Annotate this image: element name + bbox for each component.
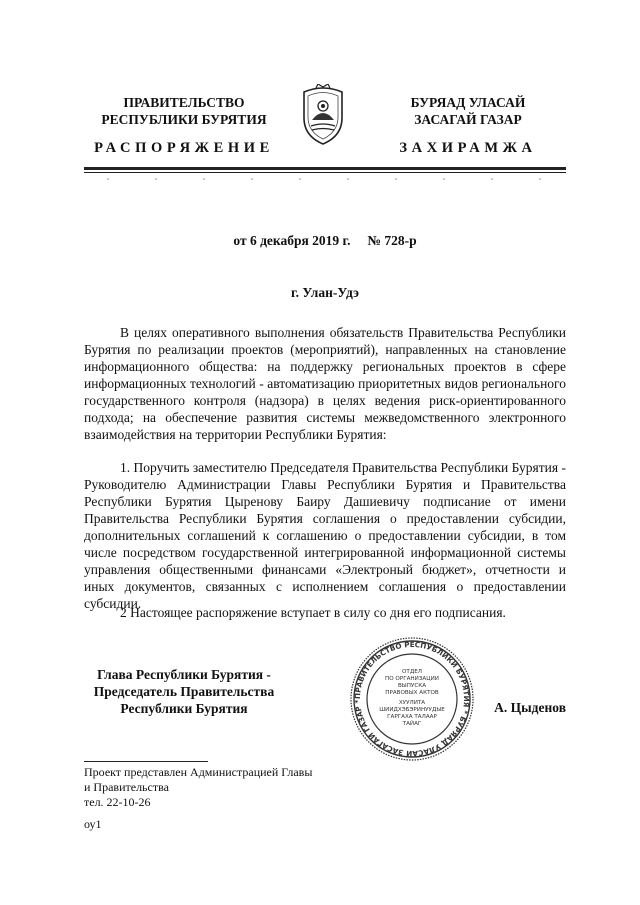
signatory-title-line3: Республики Бурятия bbox=[120, 701, 248, 716]
header-rule-thin bbox=[84, 172, 566, 173]
header-dotted-line bbox=[84, 178, 566, 180]
svg-text:ШИИДХЭБЭРИНУУДЫЕ: ШИИДХЭБЭРИНУУДЫЕ bbox=[379, 707, 445, 713]
signatory-title-line2: Председатель Правительства bbox=[93, 684, 275, 699]
doctype-bua: ЗАХИРАМЖА bbox=[399, 140, 537, 156]
date-number: от 6 декабря 2019 г. № 728-р bbox=[233, 233, 417, 248]
buryatia-coat-of-arms-icon bbox=[298, 84, 348, 146]
issuer-ru bbox=[84, 94, 284, 128]
issuer-bua bbox=[370, 94, 566, 128]
svg-text:ПРАВОВЫХ АКТОВ: ПРАВОВЫХ АКТОВ bbox=[385, 690, 439, 696]
footer-line2: и Правительства bbox=[84, 780, 169, 794]
issuer-bua-line1: БУРЯАД УЛАСАЙ bbox=[410, 95, 526, 110]
signatory-title-line1: Глава Республики Бурятия - bbox=[97, 667, 271, 682]
official-stamp bbox=[346, 636, 478, 762]
preamble-paragraph: В целях оперативного выполнения обязательств Правительства Республики Бурятия по реализации проектов (мероприятий), направленных на становление информационного общества: на поддержку региональных проектов в сфере информационных технологий - автоматизацию приоритетных видов регионального государственного контроля (надзора) в целях ведения риск-ориентированного подхода; на обеспечение развития системы межведомственного электронного взаимодействия на территории Республики Бурятия: bbox=[84, 325, 566, 442]
stamp-ring-text: ПРАВИТЕЛЬСТВО РЕСПУБЛИКИ БУРЯТИЯ * БУРЯАД УЛАСАЙ ЗАСАГАЙ ГАЗАР * bbox=[352, 639, 472, 759]
item-2-paragraph: 2 Настоящее распоряжение вступает в силу со дня его подписания. bbox=[120, 605, 506, 620]
issuer-ru-line2: РЕСПУБЛИКИ БУРЯТИЯ bbox=[101, 112, 267, 127]
svg-text:ГАРГАХА ТАЛААР: ГАРГАХА ТАЛААР bbox=[387, 714, 437, 720]
header-rule-thick bbox=[84, 167, 566, 170]
footer-rule bbox=[84, 761, 208, 762]
svg-text:ОТДЕЛ: ОТДЕЛ bbox=[402, 669, 422, 675]
issuer-ru-line1: ПРАВИТЕЛЬСТВО bbox=[123, 95, 245, 110]
svg-text:ТАЙАГ: ТАЙАГ bbox=[402, 721, 422, 727]
svg-text:ВЫПУСКА: ВЫПУСКА bbox=[397, 683, 427, 689]
item-1-paragraph: 1. Поручить заместителю Председателя Правительства Республики Бурятия - Руководителю Администрации Главы Республики Бурятия и Правительства Республики Бурятия Цыренову Баиру Дашиевичу подписание от имени Правительства Республики Бурятия соглашения о предоставлении субсидии, дополнительных соглашений к соглашению о предоставлении субсидии, в том числе посредством государственной интегрированной информационной системы управления общественными финансами «Электроный бюджет», отчетности и иных документов, связанных с исполнением соглашения о предоставлении субсидии. bbox=[84, 460, 566, 611]
issuer-bua-line2: ЗАСАГАЙ ГАЗАР bbox=[414, 112, 522, 127]
place: г. Улан-Удэ bbox=[291, 285, 359, 300]
svg-text:ПО ОРГАНИЗАЦИИ: ПО ОРГАНИЗАЦИИ bbox=[385, 676, 439, 682]
footer-code: оу1 bbox=[84, 817, 102, 831]
svg-text:ХУУЛИТА: ХУУЛИТА bbox=[398, 700, 426, 706]
signatory-title bbox=[84, 666, 284, 717]
stamp-center-text bbox=[379, 669, 445, 727]
footer-line1: Проект представлен Администрацией Главы bbox=[84, 765, 313, 779]
footer-line3: тел. 22-10-26 bbox=[84, 795, 151, 809]
footer-note bbox=[84, 765, 384, 810]
signatory-name: А. Цыденов bbox=[494, 700, 566, 715]
doctype-ru: РАСПОРЯЖЕНИЕ bbox=[94, 140, 274, 156]
